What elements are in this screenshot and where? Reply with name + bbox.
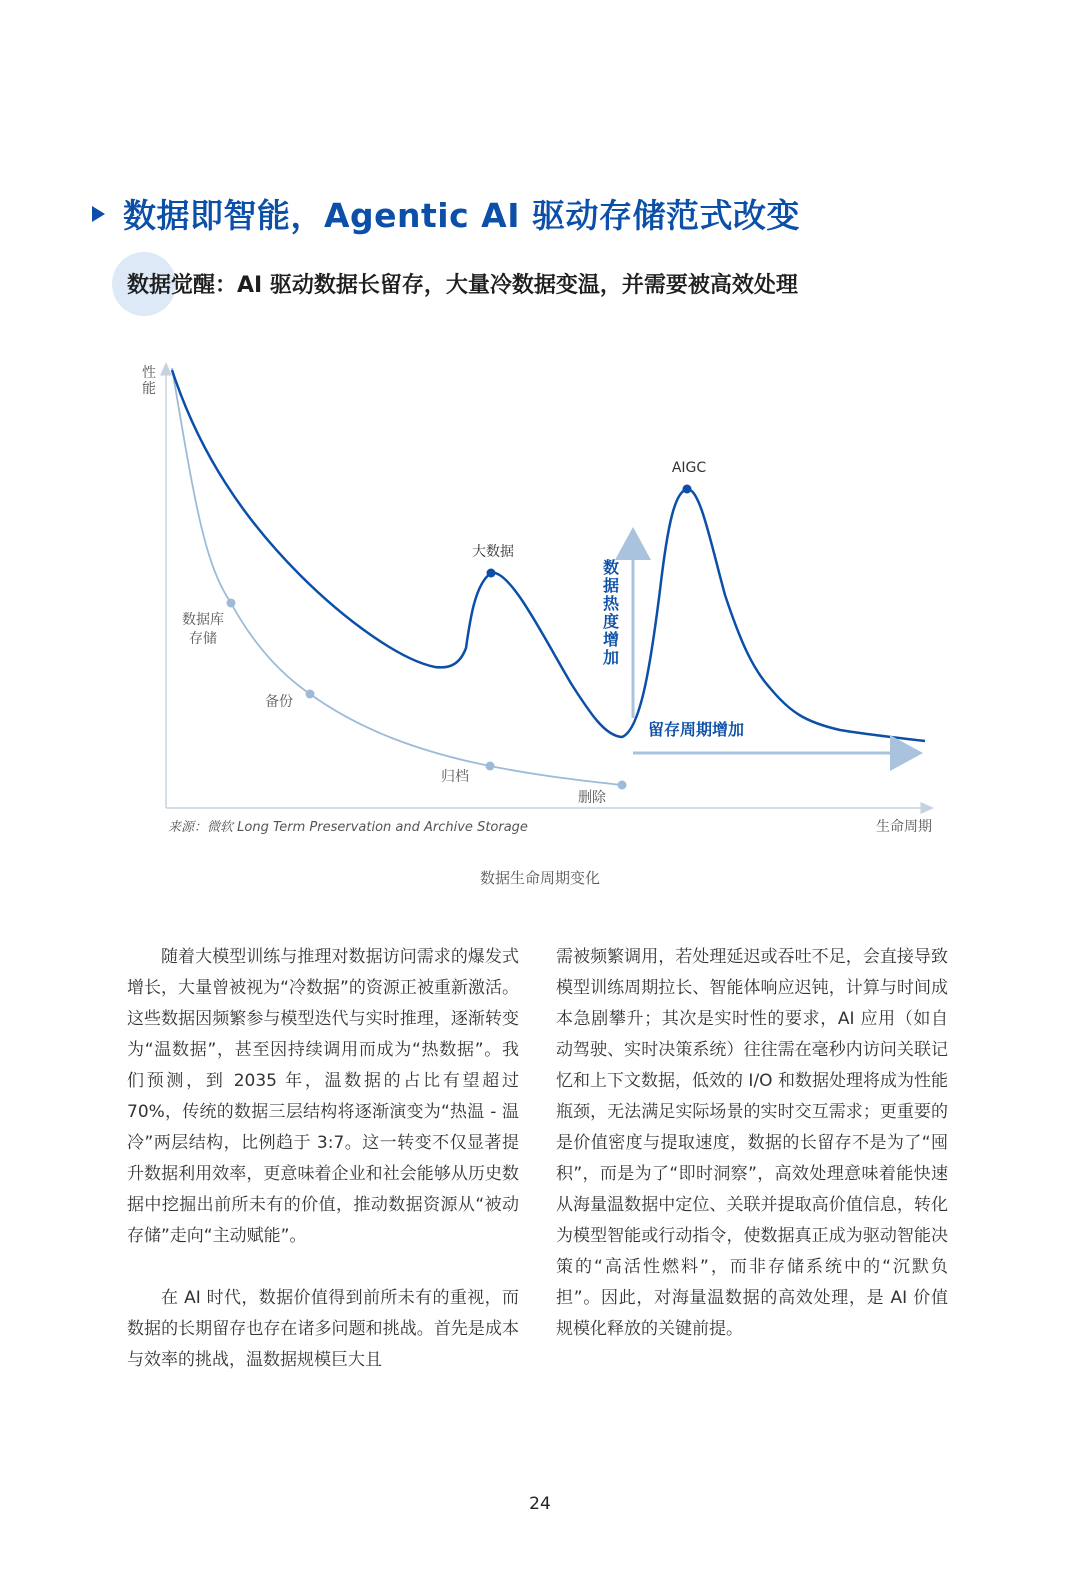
body-column-left xyxy=(127,942,519,1376)
heat-increase-label-char: 热 xyxy=(602,594,620,613)
chart-point-archive xyxy=(486,762,495,771)
heat-increase-label-char: 据 xyxy=(602,576,620,595)
body-paragraph-2: 在 AI 时代，数据价值得到前所未有的重视，而数据的长期留存也存在诸多问题和挑战。首先是成本与效率的挑战，温数据规模巨大且 xyxy=(127,1288,519,1370)
chart-label-aigc: AIGC xyxy=(671,460,707,476)
retention-increase-label: 留存周期增加 xyxy=(648,720,745,739)
chart-point-database-storage xyxy=(227,599,236,608)
y-axis-label-char: 性 xyxy=(142,365,156,381)
chart-point-big-data xyxy=(487,569,496,578)
page-number: 24 xyxy=(529,1494,551,1514)
body-column-right xyxy=(556,942,948,1345)
heat-increase-label xyxy=(602,558,620,667)
chart-label-database-line1: 数据库 xyxy=(182,612,224,628)
ai-era-lifecycle-curve xyxy=(172,370,925,741)
chart-label-archive: 归档 xyxy=(441,769,469,785)
heat-increase-label-char: 增 xyxy=(602,630,620,649)
chart-label-big-data: 大数据 xyxy=(472,544,514,560)
y-axis-label-char: 能 xyxy=(142,381,156,397)
chart-point-aigc xyxy=(683,485,692,494)
traditional-lifecycle-curve xyxy=(172,368,622,785)
body-paragraph-1: 随着大模型训练与推理对数据访问需求的爆发式增长，大量曾被视为“冷数据”的资源正被重新激活。这些数据因频繁参与模型迭代与实时推理，逐渐转变为“温数据”，甚至因持续调用而成为“热数据”。我们预测，到 2035 年，温数据的占比有望超过 70%，传统的数据三层结构将逐渐演变为“热温 - 温冷”两层结构，比例趋于 3:7。这一转变不仅显著提升数据利用效率，更意味着企业和社会能够从历史数据中挖掘出前所未有的价值，推动数据资源从“被动存储”走向“主动赋能”。 xyxy=(127,947,519,1246)
chart-label-delete: 删除 xyxy=(578,790,606,806)
subtitle: 数据觉醒：AI 驱动数据长留存，大量冷数据变温，并需要被高效处理 xyxy=(127,273,798,298)
chart-point-delete xyxy=(618,781,627,790)
section-title: 数据即智能，Agentic AI 驱动存储范式改变 xyxy=(123,196,800,235)
chart-caption: 数据生命周期变化 xyxy=(479,869,600,887)
body-paragraph-continued: 需被频繁调用，若处理延迟或吞吐不足，会直接导致模型训练周期拉长、智能体响应迟钝，计算与时间成本急剧攀升；其次是实时性的要求，AI 应用（如自动驾驶、实时决策系统）往往需在毫秒内访问关联记忆和上下文数据，低效的 I/O 和数据处理将成为性能瓶颈，无法满足实际场景的实时交互需求；更重要的是价值密度与提取速度，数据的长留存不是为了“囤积”，而是为了“即时洞察”，高效处理意味着能快速从海量温数据中定位、关联并提取高价值信息，转化为模型智能或行动指令，使数据真正成为驱动智能决策的“高活性燃料”，而非存储系统中的“沉默负担”。因此，对海量温数据的高效处理，是 AI 价值规模化释放的关键前提。 xyxy=(556,947,948,1339)
chart-label-backup: 备份 xyxy=(265,694,293,710)
heat-increase-label-char: 数 xyxy=(602,558,620,577)
chart-label-database-line2: 存储 xyxy=(189,631,217,647)
x-axis-label: 生命周期 xyxy=(876,819,932,835)
heat-increase-label-char: 度 xyxy=(602,612,620,631)
chart-source: 来源：微软 Long Term Preservation and Archive Storage xyxy=(168,820,528,835)
heat-increase-label-char: 加 xyxy=(602,648,620,667)
chart-point-backup xyxy=(306,690,315,699)
